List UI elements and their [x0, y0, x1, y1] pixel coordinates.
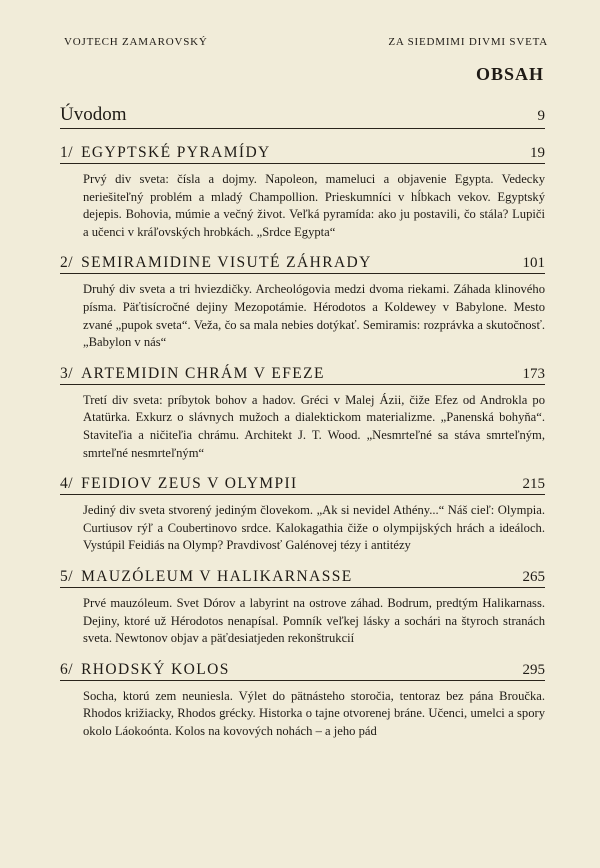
chapter-number: 3/: [60, 364, 74, 382]
chapter-number: 6/: [60, 660, 74, 678]
chapter-summary: Jediný div sveta stvorený jediným človekom. „Ak si nevidel Athény...“ Náš cieľ: Olympia. Curtiusov rýľ a Coubertinovo srdce. Kalokagathia čiže o olympijských hrách a ideáloch. Vystúpil Feidiás na Olymp? Pravdivosť Galénovej tézy i antitézy: [83, 503, 545, 553]
toc-chapter: [60, 365, 545, 462]
contents-title: OBSAH: [475, 64, 544, 84]
chapter-number: 4/: [60, 475, 74, 493]
chapter-title: SEMIRAMIDINE VISUTÉ ZÁHRADY: [81, 254, 372, 272]
chapter-number: 2/: [60, 254, 74, 272]
chapter-number: 5/: [60, 567, 74, 585]
chapter-summary: Prvé mauzóleum. Svet Dórov a labyrint na ostrove záhad. Bodrum, predtým Halikarnass. Dejiny, ktoré už Hérodotos nenapísal. Pomník veľkej lásky a sochári na štyroch stranách sveta. Newtonov objav a päťdesiatjeden rekonštrukcií: [83, 595, 545, 646]
chapter-number: 1/: [60, 144, 74, 161]
intro-page-number: 9: [537, 108, 545, 124]
chapter-title: EGYPTSKÉ PYRAMÍDY: [81, 144, 271, 161]
chapter-page-number: 215: [522, 476, 545, 493]
toc-entry-intro: [60, 104, 545, 129]
running-head: [64, 36, 548, 48]
table-of-contents: [60, 144, 545, 753]
intro-title: Úvodom: [60, 104, 127, 125]
toc-chapter: [60, 661, 545, 741]
chapter-summary: Druhý div sveta a tri hviezdičky. Archeológovia medzi dvoma riekami. Záhada klinového písma. Päťtisícročné dejiny Mezopotámie. Hérodotos a Koldewey v Babylone. Mesto zvané „pupok sveta“. Veža, čo sa mala nebies dotýkať. Semiramis: rozprávka a skutočnosť. „Babylon v nás“: [83, 282, 545, 350]
chapter-summary: Prvý div sveta: čísla a dojmy. Napoleon, mameluci a objavenie Egypta. Vedecky neriešiteľný problém a mladý Champollion. Prieskumníci v hĺbkach vekov. Egyptský dejepis. Bohovia, múmie a večný život. Veľká pyramída: ako ju postavili, čo stála? Lupiči a učenci v kráľovských hrobkách. „Srdce Egypta“: [83, 172, 545, 239]
header-book-title: ZA SIEDMIMI DIVMI SVETA: [388, 36, 548, 48]
chapter-heading: [60, 568, 545, 588]
chapter-page-number: 265: [522, 568, 545, 585]
chapter-summary: Tretí div sveta: príbytok bohov a hadov. Gréci v Malej Ázii, čiže Efez od Androkla po Atatürka. Exkurz o slávnych mužoch a dialektickom materializme. „Panenská bohyňa“. Staviteľia a ničiteľia chrámu. Architekt J. T. Wood. „Nesmrteľné sa stáva smrteľným, smrteľné nesmrteľným“: [83, 392, 545, 460]
toc-chapter: [60, 475, 545, 555]
chapter-heading: [60, 365, 545, 385]
chapter-title: MAUZÓLEUM V HALIKARNASSE: [81, 567, 353, 585]
toc-chapter: [60, 254, 545, 351]
chapter-title: ARTEMIDIN CHRÁM V EFEZE: [81, 364, 325, 382]
chapter-page-number: 295: [522, 661, 545, 678]
chapter-page-number: 173: [522, 365, 545, 382]
toc-chapter: [60, 568, 545, 648]
chapter-page-number: 101: [522, 255, 545, 272]
chapter-summary: Socha, ktorú zem neuniesla. Výlet do pätnásteho storočia, tentoraz bez pána Broučka. Rhodos križiacky, Rhodos grécky. Historka o tajne otvorenej bráne. Učenci, umelci a spory okolo Láokoónta. Kolos na kovových nohách – a jeho pád: [83, 688, 545, 738]
header-author: VOJTECH ZAMAROVSKÝ: [64, 36, 208, 48]
chapter-heading: [60, 254, 545, 274]
chapter-heading: [60, 661, 545, 681]
toc-chapter: [60, 144, 545, 241]
chapter-page-number: 19: [530, 145, 545, 161]
chapter-title: FEIDIOV ZEUS V OLYMPII: [81, 475, 298, 493]
chapter-title: RHODSKÝ KOLOS: [81, 660, 230, 678]
chapter-heading: [60, 475, 545, 495]
chapter-heading: [60, 144, 545, 164]
